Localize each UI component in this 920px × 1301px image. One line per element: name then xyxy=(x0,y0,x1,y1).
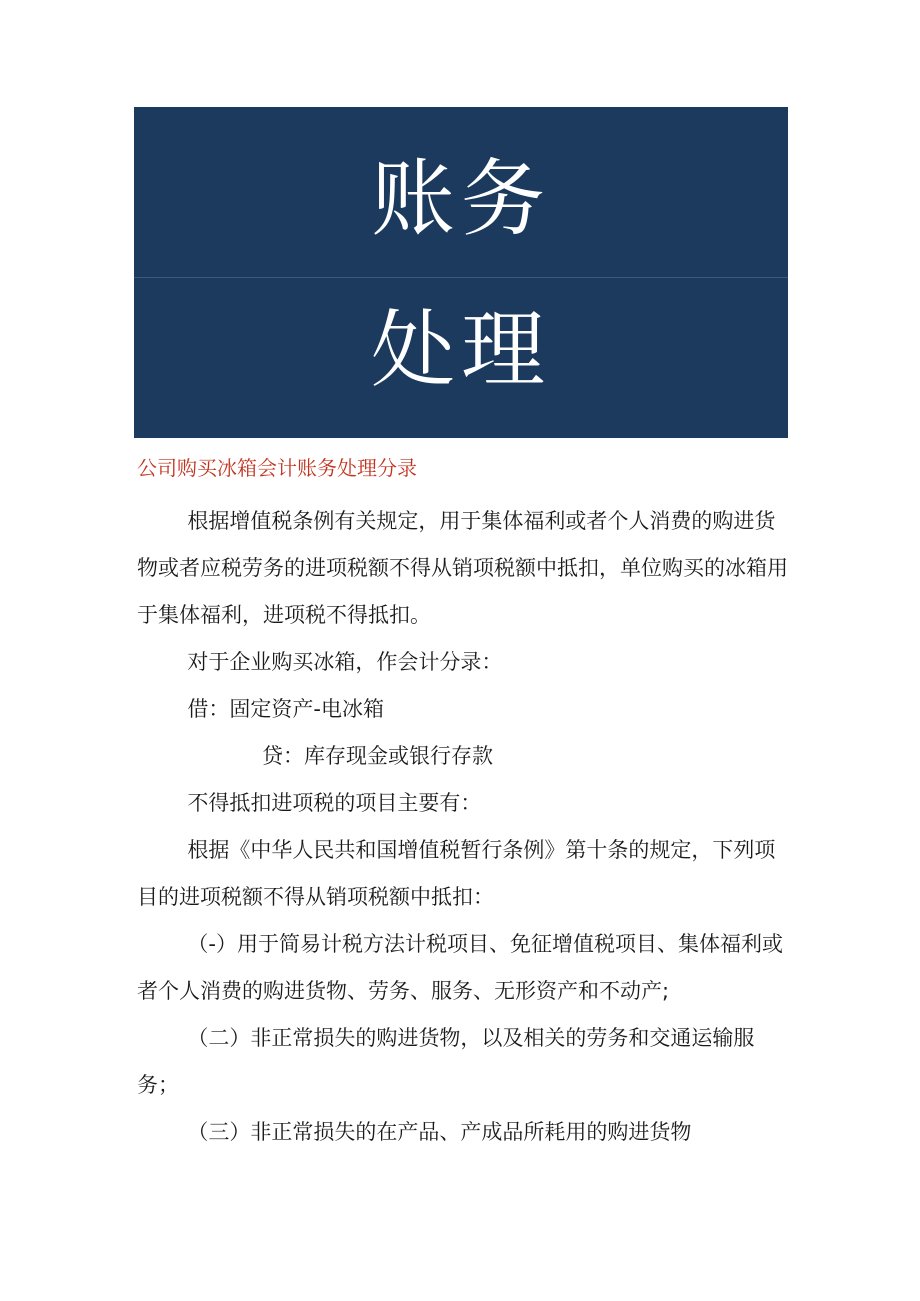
journal-debit-line: 借：固定资产-电冰箱 xyxy=(187,697,384,721)
title-banner xyxy=(134,107,788,438)
paragraph-list-intro: 不得抵扣进项税的项目主要有： xyxy=(187,791,482,815)
list-item-1: （-）用于简易计税方法计税项目、免征增值税项目、集体福利或者个人消费的购进货物、劳务、服务、无形资产和不动产; xyxy=(137,932,783,1003)
list-item-2: （二）非正常损失的购进货物，以及相关的劳务和交通运输服务； xyxy=(137,1026,755,1097)
document-subtitle: 公司购买冰箱会计账务处理分录 xyxy=(137,456,417,480)
list-item-3: （三）非正常损失的在产品、产成品所耗用的购进货物 xyxy=(187,1120,692,1144)
paragraph-regulation: 根据《中华人民共和国增值税暂行条例》第十条的规定，下列项目的进项税额不得从销项税额中抵扣： xyxy=(137,838,776,909)
banner-title-line2: 处理 xyxy=(370,301,551,399)
document-body xyxy=(137,498,789,1156)
banner-title-line1: 账务 xyxy=(370,150,551,248)
paragraph-intro: 根据增值税条例有关规定，用于集体福利或者个人消费的购进货物或者应税劳务的进项税额不得从销项税额中抵扣，单位购买的冰箱用于集体福利，进项税不得抵扣。 xyxy=(137,509,788,627)
banner-divider xyxy=(134,277,788,278)
journal-credit-line: 贷：库存现金或银行存款 xyxy=(262,744,493,768)
paragraph-entry-intro: 对于企业购买冰箱，作会计分录： xyxy=(187,650,503,674)
